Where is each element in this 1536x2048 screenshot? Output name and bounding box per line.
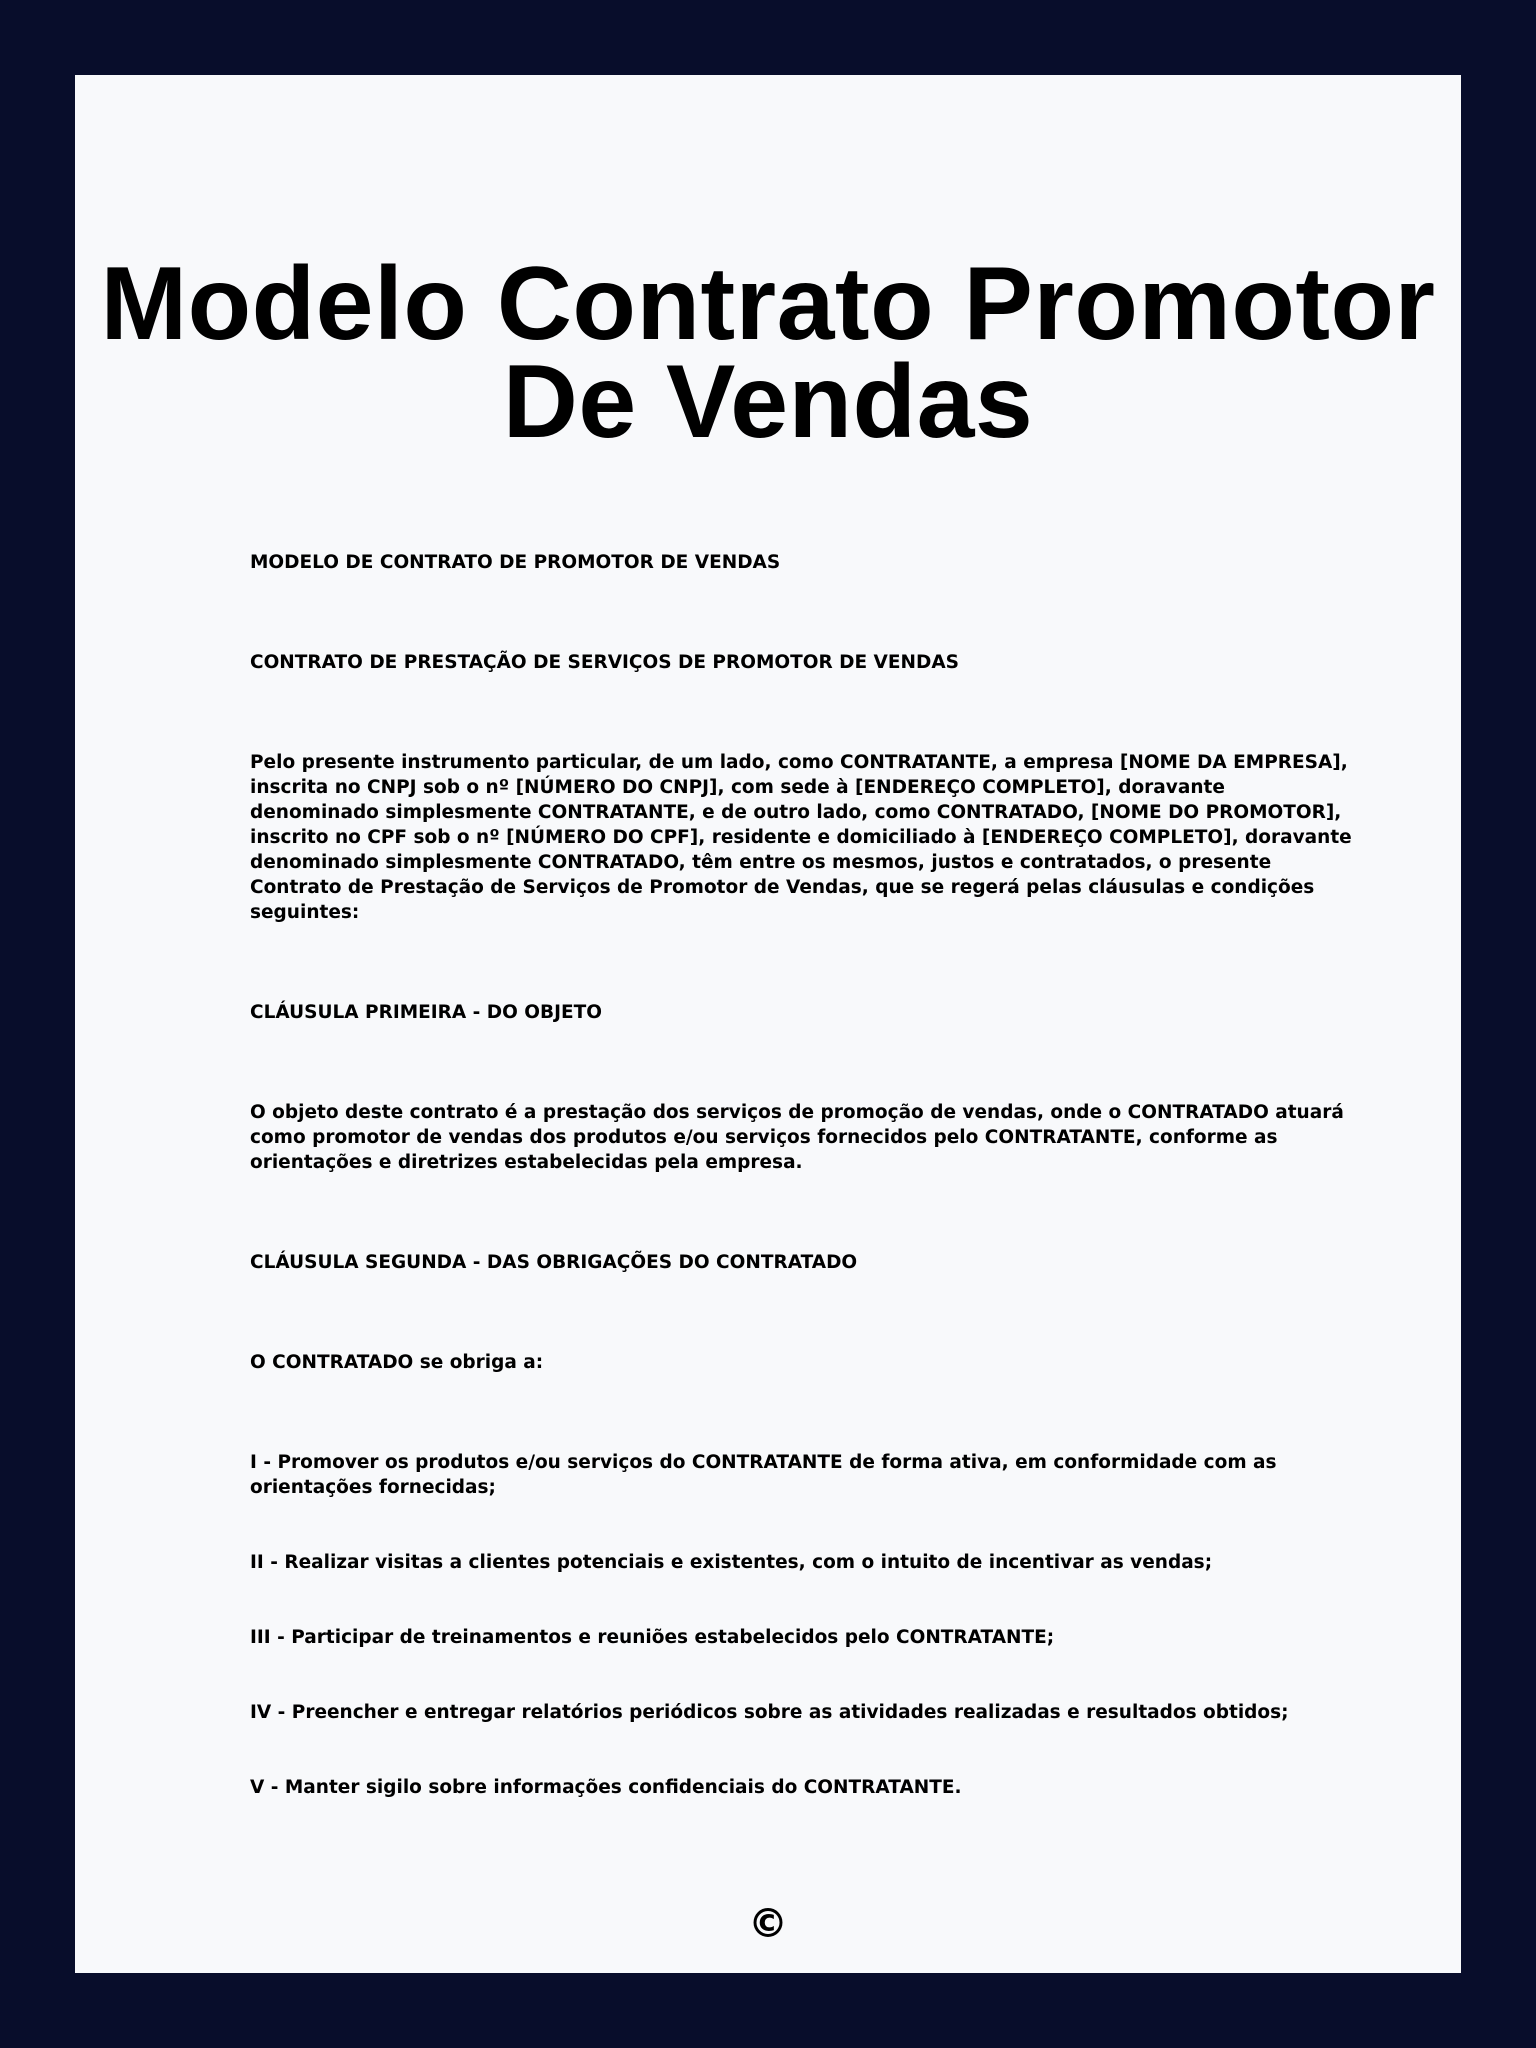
contract-subheading: CONTRATO DE PRESTAÇÃO DE SERVIÇOS DE PROMOTOR DE VENDAS bbox=[250, 652, 959, 673]
clause-1-paragraph: O objeto deste contrato é a prestação dos serviços de promoção de vendas, onde o CONTRATADO atuará como promotor de vendas dos produtos e/ou serviços fornecidos pelo CONTRATANTE, conforme as orientações e diretrizes estabelecidas pela empresa. bbox=[250, 1102, 1344, 1173]
clause-2-heading: CLÁUSULA SEGUNDA - DAS OBRIGAÇÕES DO CONTRATADO bbox=[250, 1252, 858, 1273]
copyright-icon: © bbox=[748, 1901, 788, 1947]
clause-2-intro: O CONTRATADO se obriga a: bbox=[250, 1352, 544, 1373]
obligation-item: II - Realizar visitas a clientes potenciais e existentes, com o intuito de incentivar as vendas; bbox=[250, 1552, 1213, 1573]
clause-1-heading: CLÁUSULA PRIMEIRA - DO OBJETO bbox=[250, 1002, 602, 1023]
document-page bbox=[75, 75, 1461, 1973]
document-body bbox=[250, 550, 1360, 1800]
obligation-item: I - Promover os produtos e/ou serviços do CONTRATANTE de forma ativa, em conformidade com as orientações fornecidas; bbox=[250, 1452, 1277, 1498]
intro-paragraph: Pelo presente instrumento particular, de um lado, como CONTRATANTE, a empresa [NOME DA EMPRESA], inscrita no CNPJ sob o nº [NÚMERO DO CNPJ], com sede à [ENDEREÇO COMPLETO], doravante denominado simplesmente CONTRATANTE, e de outro lado, como CONTRATADO, [NOME DO PROMOTOR], inscrito no CPF sob o nº [NÚMERO DO CPF], residente e domiciliado à [ENDEREÇO COMPLETO], doravante denominado simplesmente CONTRATADO, têm entre os mesmos, justos e contratados, o presente Contrato de Prestação de Serviços de Promotor de Vendas, que se regerá pelas cláusulas e condições seguintes: bbox=[250, 752, 1352, 923]
document-title: Modelo Contrato Promotor De Vendas bbox=[100, 246, 1436, 460]
obligation-item: V - Manter sigilo sobre informações confidenciais do CONTRATANTE. bbox=[250, 1777, 962, 1798]
obligation-item: III - Participar de treinamentos e reuniões estabelecidos pelo CONTRATANTE; bbox=[250, 1627, 1055, 1648]
obligation-item: IV - Preencher e entregar relatórios periódicos sobre as atividades realizadas e resultados obtidos; bbox=[250, 1702, 1289, 1723]
contract-heading: MODELO DE CONTRATO DE PROMOTOR DE VENDAS bbox=[250, 552, 781, 573]
